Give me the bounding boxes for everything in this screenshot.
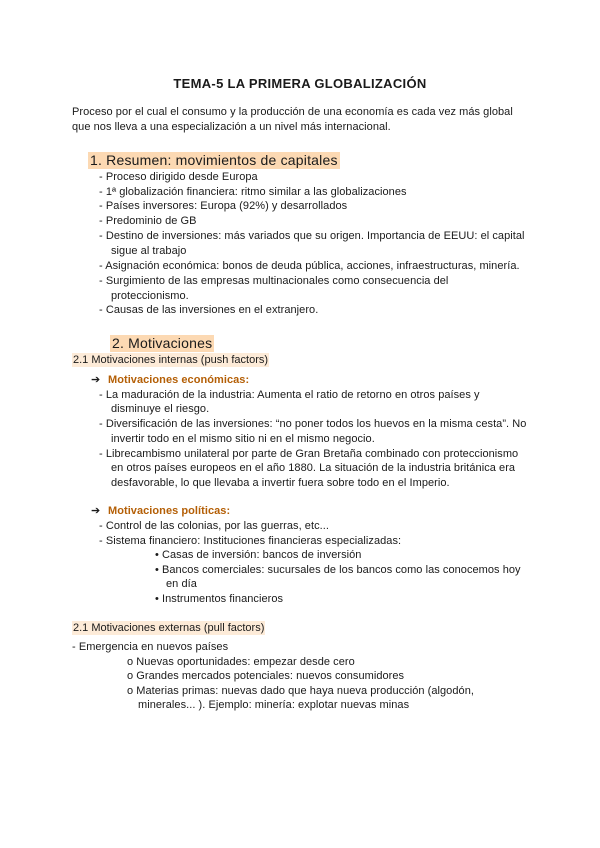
list-item: - 1ª globalización financiera: ritmo similar a las globalizaciones [99,186,407,198]
bullet-item-continuation: en día [166,578,197,590]
list-item: - Países inversores: Europa (92%) y desarrollados [99,200,348,212]
sub-list-item: o Grandes mercados potenciales: nuevos consumidores [127,670,405,682]
list-item-continuation: sigue al trabajo [111,245,187,257]
bullet-item: • Instrumentos financieros [155,593,284,605]
intro-line-2: que nos lleva a una especialización a un nivel más internacional. [72,121,391,133]
political-motivations-label: Motivaciones políticas: [108,505,231,517]
subheading-push-factors: 2.1 Motivaciones internas (push factors) [73,354,269,366]
list-item: - Predominio de GB [99,215,197,227]
sub-list-item: o Materias primas: nuevas dado que haya nueva producción (algodón, [127,685,474,697]
list-item: - Control de las colonias, por las guerras, etc... [99,520,329,532]
list-item: - Proceso dirigido desde Europa [99,171,258,183]
list-item-continuation: desfavorable, lo que llevaba a invertir fuera sobre todo en el Imperio. [111,477,450,489]
list-item: - Diversificación de las inversiones: “no poner todos los huevos en la misma cesta”. No [99,418,527,430]
section-2-heading: 2. Motivaciones [112,335,213,351]
list-item-continuation: disminuye el riesgo. [111,403,210,415]
economic-motivations-label: Motivaciones económicas: [108,374,250,386]
list-item: - Emergencia en nuevos países [72,641,229,653]
list-item: - Surgimiento de las empresas multinacionales como consecuencia del [99,275,449,287]
list-item: - Sistema financiero: Instituciones financieras especializadas: [99,535,402,547]
list-item: - Destino de inversiones: más variados que su origen. Importancia de EEUU: el capital [99,230,525,242]
bullet-item: • Casas de inversión: bancos de inversión [155,549,362,561]
list-item: - Asignación económica: bonos de deuda pública, acciones, infraestructuras, minería. [99,260,520,272]
section-1-heading: 1. Resumen: movimientos de capitales [90,152,338,168]
page-title: TEMA-5 LA PRIMERA GLOBALIZACIÓN [173,76,427,91]
bullet-item: • Bancos comerciales: sucursales de los bancos como las conocemos hoy [155,564,521,576]
list-item-continuation: invertir todo en el mismo sitio ni en el mismo negocio. [111,433,375,445]
list-item-continuation: en otros países europeos en el año 1880. La situación de la industria británica era [111,462,516,474]
list-item: - La maduración de la industria: Aumenta el ratio de retorno en otros países y [99,389,480,401]
sub-list-item-continuation: minerales... ). Ejemplo: minería: explotar nuevas minas [138,699,410,711]
arrow-icon: ➔ [91,374,101,386]
subheading-pull-factors: 2.1 Motivaciones externas (pull factors) [73,622,265,634]
intro-line-1: Proceso por el cual el consumo y la producción de una economía es cada vez más global [72,106,513,118]
list-item: - Causas de las inversiones en el extranjero. [99,304,319,316]
arrow-icon: ➔ [91,505,101,517]
list-item: - Librecambismo unilateral por parte de Gran Bretaña combinado con proteccionismo [99,448,519,460]
list-item-continuation: proteccionismo. [111,290,189,302]
sub-list-item: o Nuevas oportunidades: empezar desde cero [127,656,355,668]
